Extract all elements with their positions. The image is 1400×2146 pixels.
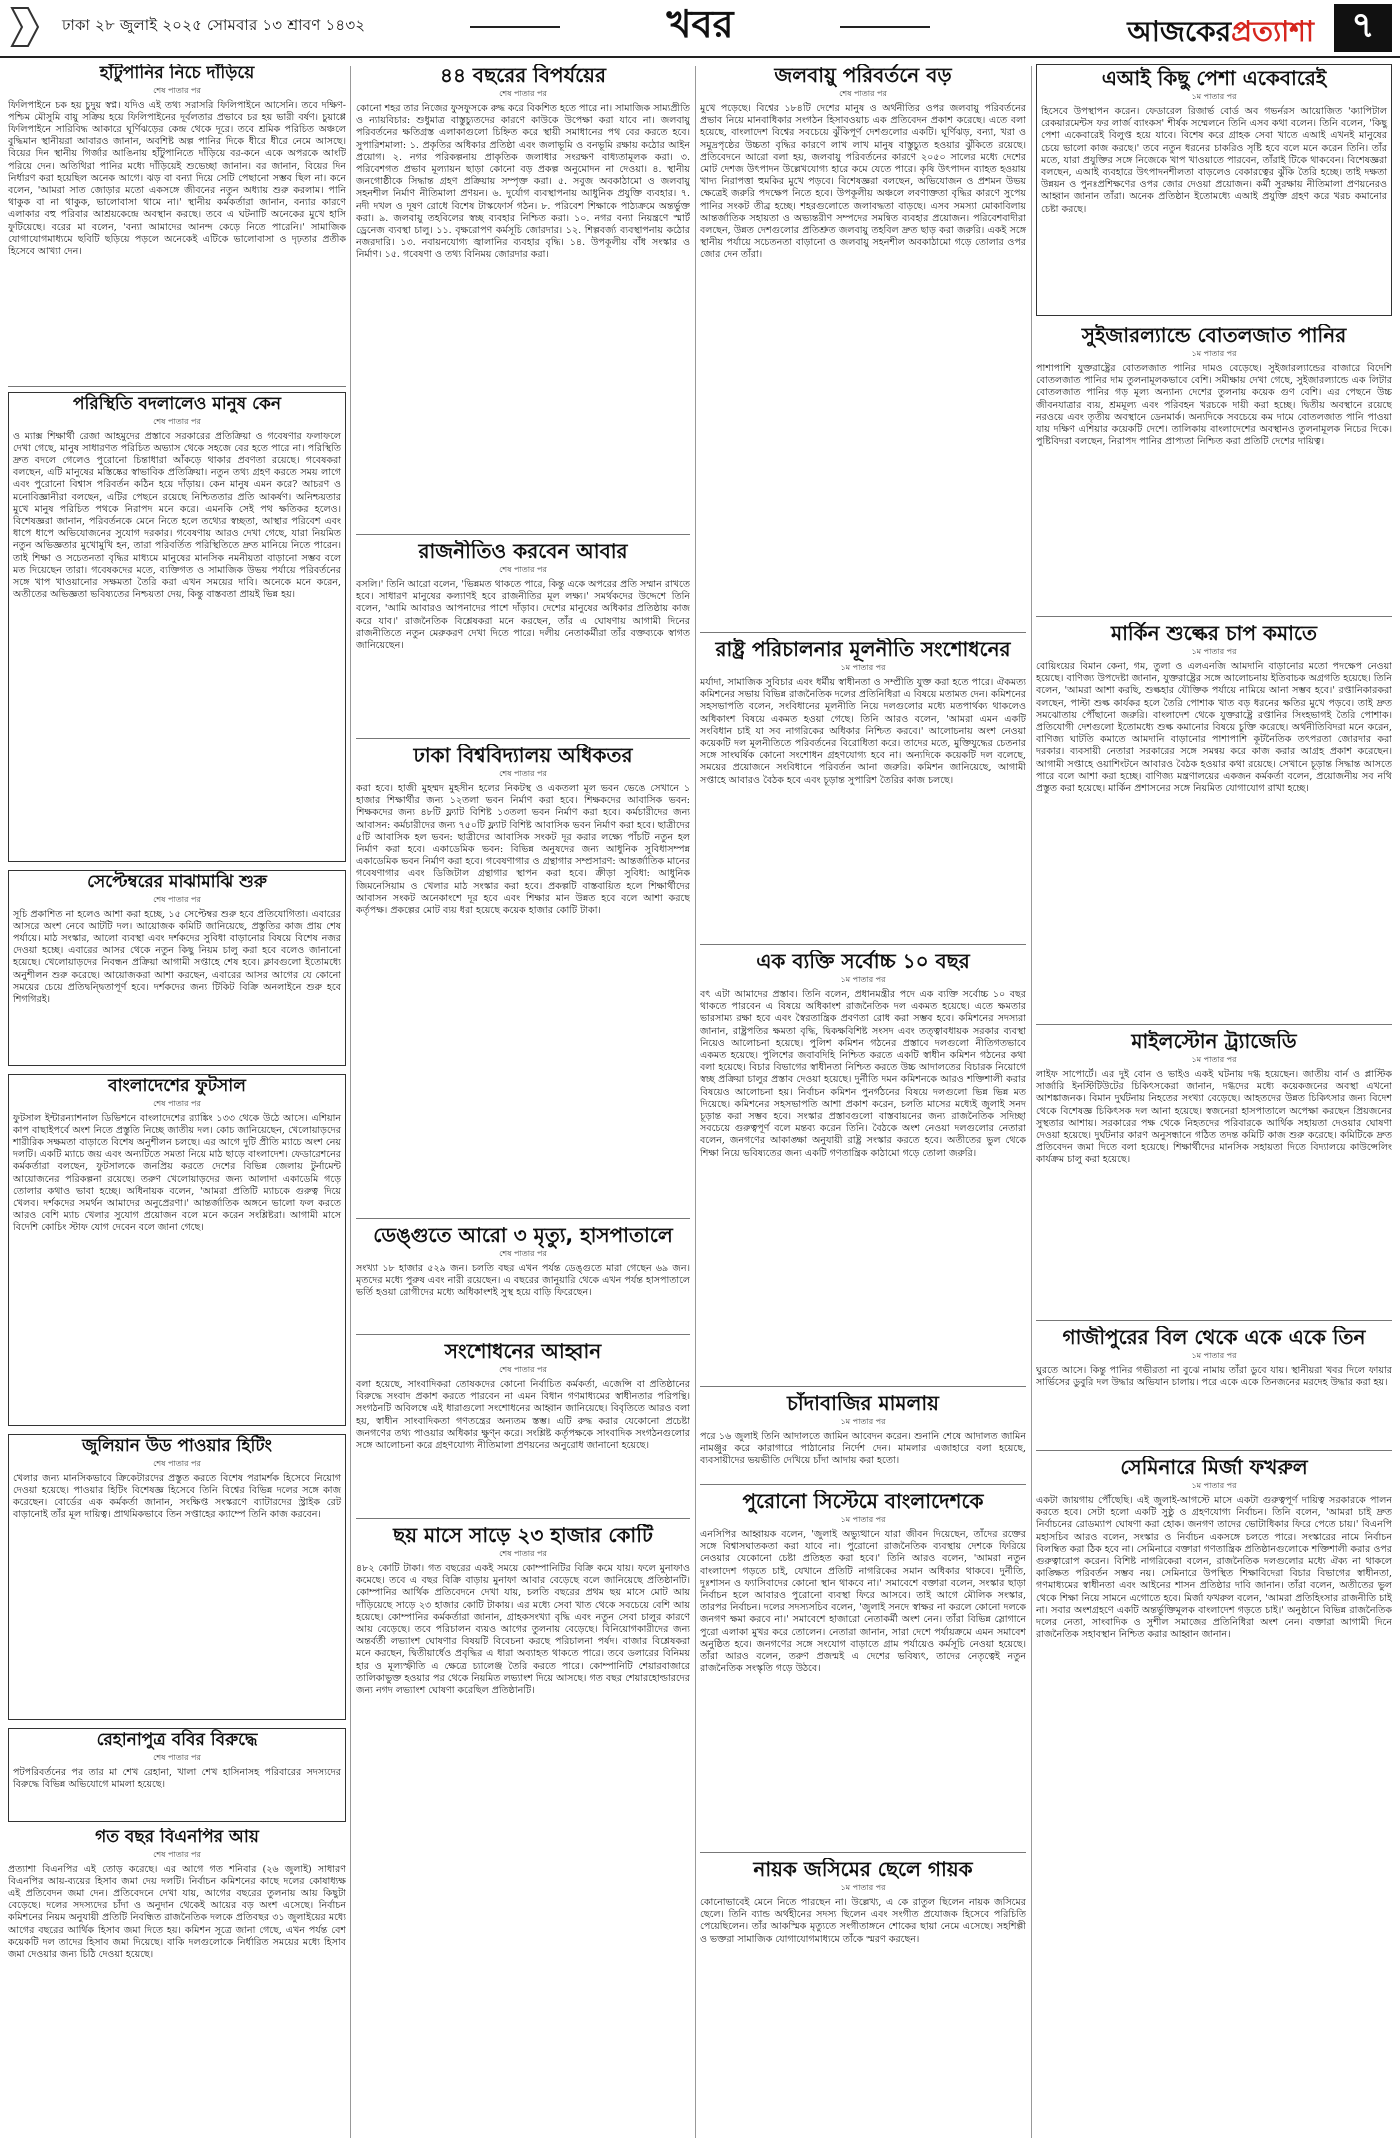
section-rule-left: [470, 26, 560, 28]
divider: [700, 1484, 1026, 1485]
divider: [700, 632, 1026, 633]
divider: [1036, 1024, 1392, 1025]
divider: [700, 1852, 1026, 1853]
section-rule-right: [840, 26, 930, 28]
continued-label: শেষ পাতার পর: [839, 89, 887, 98]
continued-label: শেষ পাতার পর: [153, 894, 201, 904]
story-body: কোনো শহর তার নিজের ফুসফুসকে রুদ্ধ করে বিকশিত হতে পারে না। সামাজিক সাম্যপ্রীতি ও ন্যায়বিচার: শুধুমাত্র বাস্তুচ্যুতদের কারণে কাউকে উপেক্ষা করা যাবে না। জলবায়ু পরিবর্তনের ক্ষতিগ্রস্ত এলাকাগুলো চিহ্নিত করে স্থায়ী সমাধানের পথ বের করতে হবে। সুপারিশমালা: ১. প্রকৃতির অধিকার প্রতিষ্ঠা এবং জলাভূমি ও বনভূমি রক্ষায় কঠোর আইন প্রয়োগ। ২. নগর পরিকল্পনায় প্রাকৃতিক জলাধার সংরক্ষণ বাধ্যতামূলক করা। ৩. পরিবেশগত প্রভাব মূল্যায়ন ছাড়া কোনো বড় প্রকল্প অনুমোদন না দেওয়া। ৪. স্থানীয় জনগোষ্ঠীকে সিদ্ধান্ত গ্রহণ প্রক্রিয়ায় সম্পৃক্ত করা। ৫. সবুজ অবকাঠামো ও জলবায়ু সহনশীল নির্মাণ নীতিমালা প্রণয়ন। ৬. দুর্যোগ ব্যবস্থাপনায় আধুনিক প্রযুক্তি ব্যবহার। ৭. নদী দখল ও দূষণ রোধে বিশেষ টাস্কফোর্স গঠন। ৮. পরিবেশ শিক্ষাকে পাঠ্যক্রমে অন্তর্ভুক্ত করা। ৯. জলবায়ু তহবিলের স্বচ্ছ ব্যবহার নিশ্চিত করা। ১০. নগর বন্যা নিয়ন্ত্রণে স্মার্ট ড্রেনেজ ব্যবস্থা চালু। ১১. বৃক্ষরোপণ কর্মসূচি জোরদার। ১২. শিল্পবর্জ্য ব্যবস্থাপনায় কঠোর নজরদারি। ১৩. নবায়নযোগ্য জ্বালানির ব্যবহার বৃদ্ধি। ১৪. উপকূলীয় বাঁধ সংস্কার ও নির্মাণ। ১৫. গবেষণা ও তথ্য বিনিময় জোরদার করা।: [356, 103, 690, 261]
headline: সুইজারল্যান্ডে বোতলজাত পানির: [1081, 324, 1347, 347]
news-story: [700, 638, 1026, 942]
divider: [356, 738, 690, 739]
continued-label: শেষ পাতার পর: [153, 1752, 201, 1762]
news-story: [700, 1392, 1026, 1482]
page-arrow-icon: [10, 6, 40, 48]
headline: সংশোধনের আহ্বান: [444, 1340, 602, 1363]
story-body: প্রত্যাশা বিএনপির এই তোড় করেছে। এর আগে গত শনিবার (২৬ জুলাই) সাধারণ বিএনপির আয়-ব্যয়ের হিসাব জমা দেয় দলটি। নির্বাচন কমিশনের কাছে দলের কোষাধ্যক্ষ এই প্রতিবেদন জমা দেন। প্রতিবেদনে দেখা যায়, আগের বছরের তুলনায় আয় কিছুটা বেড়েছে। দলের সদস্যদের চাঁদা ও অনুদান থেকেই আয়ের বড় অংশ এসেছে। নির্বাচন কমিশনের নিয়ম অনুযায়ী প্রতিটি নিবন্ধিত রাজনৈতিক দলকে প্রতিবছর ৩১ জুলাইয়ের মধ্যে আগের বছরের আর্থিক হিসাব জমা দিতে হয়। কমিশন সূত্রে জানা গেছে, এখন পর্যন্ত বেশ কয়েকটি দল তাদের হিসাব জমা দিয়েছে। বাকি দলগুলোকে নির্ধারিত সময়ের মধ্যে হিসাব জমা দেওয়ার জন্য চিঠি দেওয়া হয়েছে।: [8, 1863, 346, 1960]
headline: রাষ্ট্র পরিচালনার মূলনীতি সংশোধনের: [715, 638, 1011, 661]
news-story: [356, 1340, 690, 1516]
headline: এআই কিছু পেশা একেবারেই: [1101, 66, 1327, 90]
news-story: [8, 64, 346, 384]
divider: [356, 1218, 690, 1219]
news-story: [700, 64, 1026, 630]
headline: সেমিনারে মির্জা ফখরুল: [1120, 1456, 1308, 1479]
headline: রাজনীতিও করবেন আবার: [418, 540, 628, 563]
masthead: [0, 0, 1400, 58]
column-2: [356, 64, 690, 2140]
headline: ছয় মাসে সাড়ে ২৩ হাজার কোটি: [393, 1524, 653, 1547]
headline: ডেঙ্গুতে আরো ৩ মৃত্যু, হাসপাতালে: [373, 1224, 673, 1247]
story-body: সূচি প্রকাশিত না হলেও আশা করা হচ্ছে, ১৫ সেপ্টেম্বর শুরু হবে প্রতিযোগিতা। এবারের আসরে অংশ নেবে আটটি দল। আয়োজক কমিটি জানিয়েছে, প্রস্তুতির কাজ প্রায় শেষ পর্যায়ে। মাঠ সংস্কার, আলো ব্যবস্থা এবং দর্শকদের সুবিধা বাড়ানোর বিষয়ে বিশেষ নজর দেওয়া হচ্ছে। এবারের আসর থেকে নতুন কিছু নিয়ম চালু করা হবে বলেও জানানো হয়েছে। খেলোয়াড়দের নিবন্ধন প্রক্রিয়া আগামী সপ্তাহে শেষ হবে। ক্লাবগুলো ইতোমধ্যে অনুশীলন শুরু করেছে। আয়োজকরা আশা করছেন, এবারের আসর আগের যে কোনো সময়ের চেয়ে প্রতিদ্বন্দ্বিতাপূর্ণ হবে। দর্শকদের জন্য টিকিট বিক্রি অনলাইনে শুরু হবে শিগগিরই।: [13, 908, 341, 1005]
continued-label: ১ম পাতার পর: [1191, 1481, 1237, 1490]
news-story: [8, 392, 346, 862]
continued-label: শেষ পাতার পর: [153, 1849, 201, 1859]
story-body: বোয়িংয়ের বিমান কেনা, গম, তুলা ও এলএনজি আমদানি বাড়ানোর মতো পদক্ষেপ নেওয়া হয়েছে। বাণিজ্য উপদেষ্টা জানান, যুক্তরাষ্ট্রের সঙ্গে আলোচনায় ইতিবাচক অগ্রগতি হয়েছে। তিনি বলেন, 'আমরা আশা করছি, শুল্কহার যৌক্তিক পর্যায়ে নামিয়ে আনা সম্ভব হবে।' রপ্তানিকারকরা বলছেন, পাল্টা শুল্ক কার্যকর হলে তৈরি পোশাক খাত বড় ধরনের ক্ষতির মুখে পড়বে। তাই দ্রুত সমঝোতায় পৌঁছানো জরুরি। বাংলাদেশ থেকে যুক্তরাষ্ট্রে রপ্তানির সিংহভাগই তৈরি পোশাক। প্রতিযোগী দেশগুলো ইতোমধ্যে শুল্ক কমানোর বিষয়ে চুক্তি করেছে। অর্থনীতিবিদরা মনে করেন, বাণিজ্য ঘাটতি কমাতে আমদানি বাড়ানোর পাশাপাশি কূটনৈতিক তৎপরতা জোরদার করা দরকার। ব্যবসায়ী নেতারা সরকারের সঙ্গে সমন্বয় করে কাজ করার আগ্রহ প্রকাশ করেছেন। আগামী সপ্তাহে ওয়াশিংটনে আবারও বৈঠক হওয়ার কথা রয়েছে। সেখানে চূড়ান্ত সিদ্ধান্ত আসতে পারে বলে আশা করা হচ্ছে। বাণিজ্য মন্ত্রণালয়ের একজন কর্মকর্তা বলেন, প্রয়োজনীয় সব নথি প্রস্তুত করা হয়েছে। মার্কিন প্রশাসনের সঙ্গে নিয়মিত যোগাযোগ রাখা হচ্ছে।: [1036, 661, 1392, 795]
continued-label: ১ম পাতার পর: [840, 975, 886, 984]
news-story: [356, 1224, 690, 1332]
news-story: [356, 540, 690, 736]
headline: জুলিয়ান উড পাওয়ার হিটিং: [82, 1436, 272, 1456]
continued-label: শেষ পাতার পর: [499, 1365, 547, 1374]
story-body: ফিলিপাইনে চক হয় চুদুয় স্বপ্ন। যদিও এই তথ্য সরাসরি ফিলিপাইনে আসেনি। তবে দক্ষিণ-পশ্চিম মৌসুমি বায়ু সক্রিয় হয়ে ফিলিপাইনের দূর্বলতার প্রভাবে চর হয় ভারী বর্ষণ। চুয়াপ্পে ফিলিপাইনে সারিবিদ্ধ আকারে ঘূর্ণিঝড়ের কেন্দ্র থেকে দূরে। তবে শ্রমিক পরিচিত অঞ্চলে বুদ্ধিমান স্থানীয়রা আবারও জানান, অবশিষ্ট অল্প পানির দিকে ধীরে ধীরে নেমে আসছে। বিয়ের দিন স্থানীয় গির্জার আঙিনায় হাঁটুপানিতে দাঁড়িয়ে বর-কনে একে অপরকে আংটি পরিয়ে দেন। অতিথিরা পানির মধ্যে দাঁড়িয়েই শুভেচ্ছা জানান। বর জানান, বিয়ের দিন নির্ধারণ করা হয়েছিল অনেক আগে। ঝড় বা বন্যা দিয়ে সেটি পেছানো সম্ভব ছিল না। কনে বলেন, 'আমরা সাত জোড়ার মতো একসঙ্গে জীবনের নতুন অধ্যায় শুরু করলাম। পানি থাকুক বা না থাকুক, ভালোবাসা থামে না।' স্থানীয় কর্মকর্তারা জানান, বন্যার কারণে এলাকার বহু পরিবার আশ্রয়কেন্দ্রে অবস্থান করছে। তবে এ ঘটনাটি অনেকের মুখে হাসি ফুটিয়েছে। বরের মা বলেন, 'বন্যা আমাদের আনন্দ কেড়ে নিতে পারেনি।' সামাজিক যোগাযোগমাধ্যমে ছবিটি ছড়িয়ে পড়লে অনেকেই এটিকে ভালোবাসা ও দৃঢ়তার প্রতীক হিসেবে আখ্যা দেন।: [8, 99, 346, 257]
story-body: বৎ এটা আমাদের প্রস্তাব। তিনি বলেন, প্রধানমন্ত্রীর পদে এক ব্যক্তি সর্বোচ্চ ১০ বছর থাকতে পারবেন এ বিষয়ে অধিকাংশ রাজনৈতিক দল একমত হয়েছে। এতে ক্ষমতার ভারসাম্য রক্ষা হবে এবং স্বৈরতান্ত্রিক প্রবণতা রোধ করা সম্ভব হবে। কমিশনের সদস্যরা জানান, রাষ্ট্রপতির ক্ষমতা বৃদ্ধি, দ্বিকক্ষবিশিষ্ট সংসদ এবং তত্ত্বাবধায়ক সরকার ব্যবস্থা নিয়েও আলোচনা হয়েছে। পুলিশ কমিশন গঠনের প্রস্তাবে দলগুলো নীতিগতভাবে একমত হয়েছে। পুলিশের জবাবদিহি নিশ্চিত করতে একটি স্বাধীন কমিশন গঠনের কথা বলা হয়েছে। বিচার বিভাগের স্বাধীনতা নিশ্চিত করতে উচ্চ আদালতের বিচারক নিয়োগে স্বচ্ছ প্রক্রিয়া চালুর প্রস্তাব দেওয়া হয়েছে। দুর্নীতি দমন কমিশনকে আরও শক্তিশালী করার বিষয়েও আলোচনা হয়। নির্বাচন কমিশন পুনর্গঠনের বিষয়ে দলগুলো ভিন্ন ভিন্ন মত দিয়েছে। কমিশনের সহসভাপতি আশা প্রকাশ করেন, চলতি মাসের মধ্যেই জুলাই সনদ চূড়ান্ত করা সম্ভব হবে। সংস্কার প্রস্তাবগুলো বাস্তবায়নের জন্য রাজনৈতিক সদিচ্ছা সবচেয়ে গুরুত্বপূর্ণ বলে মন্তব্য করেন তিনি। বৈঠকে অংশ নেওয়া দলগুলোর নেতারা বলেন, জনগণের আকাঙ্ক্ষা অনুযায়ী রাষ্ট্র সংস্কার করতে হবে। অতীতের ভুল থেকে শিক্ষা নিয়ে ভবিষ্যতের জন্য একটি গণতান্ত্রিক কাঠামো গড়ে তোলা জরুরি।: [700, 989, 1026, 1159]
date-line: ঢাকা ২৮ জুলাই ২০২৫ সোমবার ১৩ শ্রাবণ ১৪৩২: [62, 16, 366, 34]
headline: গত বছর বিএনপির আয়: [95, 1828, 259, 1847]
headline: জলবায়ু পরিবর্তনে বড়: [774, 64, 952, 87]
news-story: [700, 950, 1026, 1384]
headline: চাঁদাবাজির মামলায়: [787, 1392, 939, 1415]
continued-label: শেষ পাতার পর: [499, 1549, 547, 1558]
headline: ৪৪ বছরের বিপর্যয়ের: [440, 64, 606, 87]
story-body: মুখে পড়েছে। বিশ্বের ১৮৪টি দেশের মানুষ ও অর্থনীতির ওপর জলবায়ু পরিবর্তনের প্রভাব নিয়ে মানবাধিকার সংগঠন হিসাবওয়াচ এক প্রতিবেদন প্রকাশ করেছে। এতে বলা হয়েছে, বাংলাদেশ বিশ্বের সবচেয়ে ঝুঁকিপূর্ণ দেশগুলোর একটি। ঘূর্ণিঝড়, বন্যা, খরা ও সমুদ্রপৃষ্ঠের উচ্চতা বৃদ্ধির কারণে লাখ লাখ মানুষ বাস্তুচ্যুত হওয়ার ঝুঁকিতে রয়েছে। প্রতিবেদনে আরো বলা হয়, জলবায়ু পরিবর্তনের কারণে ২০৫০ সালের মধ্যে দেশের মোট দেশজ উৎপাদন উল্লেখযোগ্য হারে কমে যেতে পারে। কৃষি উৎপাদন ব্যাহত হওয়ায় খাদ্য নিরাপত্তা হুমকির মুখে পড়বে। বিশেষজ্ঞরা বলছেন, অভিযোজন ও প্রশমন উভয় ক্ষেত্রেই জরুরি পদক্ষেপ নিতে হবে। উপকূলীয় অঞ্চলে লবণাক্ততা বৃদ্ধির কারণে সুপেয় পানির সংকট তীব্র হচ্ছে। শহরগুলোতে জলাবদ্ধতা বাড়ছে। এসব সমস্যা মোকাবিলায় আন্তর্জাতিক সহায়তা ও অভ্যন্তরীণ সম্পদের সমন্বিত ব্যবহার প্রয়োজন। পরিবেশবাদীরা বলছেন, উন্নত দেশগুলোর প্রতিশ্রুত জলবায়ু তহবিল দ্রুত ছাড় করা জরুরি। একই সঙ্গে স্থানীয় পর্যায়ে সচেতনতা বাড়ানো ও জলবায়ু সহনশীল অবকাঠামো গড়ে তোলার ওপর জোর দেন তাঁরা।: [700, 103, 1026, 261]
headline: এক ব্যক্তি সর্বোচ্চ ১০ বছর: [756, 950, 970, 973]
story-body: এনসিপির আহ্বায়ক বলেন, 'জুলাই অভ্যুত্থানে যারা জীবন দিয়েছেন, তাঁদের রক্তের সঙ্গে বিশ্বাসঘাতকতা করা যাবে না। পুরোনো রাজনৈতিক ব্যবস্থায় দেশকে ফিরিয়ে নেওয়ার যেকোনো চেষ্টা প্রতিহত করা হবে।' তিনি আরও বলেন, 'আমরা নতুন বাংলাদেশ গড়তে চাই, যেখানে প্রতিটি নাগরিকের সমান অধিকার থাকবে। দুর্নীতি, দুঃশাসন ও ফ্যাসিবাদের কোনো স্থান থাকবে না।' সমাবেশে বক্তারা বলেন, সংস্কার ছাড়া নির্বাচন হলে আবারও পুরোনো ব্যবস্থা ফিরে আসবে। তাই আগে মৌলিক সংস্কার, তারপর নির্বাচন। দলের সদস্যসচিব বলেন, 'জুলাই সনদে স্বাক্ষর না করলে কোনো দলকে জনগণ ক্ষমা করবে না।' সমাবেশে হাজারো নেতাকর্মী অংশ নেন। তাঁরা বিভিন্ন স্লোগানে পুরো এলাকা মুখর করে তোলেন। নেতারা জানান, সারা দেশে পর্যায়ক্রমে এমন সমাবেশ অনুষ্ঠিত হবে। জনগণের সঙ্গে সংযোগ বাড়াতে গ্রাম পর্যায়েও কর্মসূচি নেওয়া হয়েছে। তাঁরা আরও বলেন, তরুণ প্রজন্মই এ দেশের ভবিষ্যৎ, তাদের নেতৃত্বেই নতুন রাজনৈতিক সংস্কৃতি গড়ে উঠবে।: [700, 1529, 1026, 1675]
news-story: [356, 1524, 690, 2140]
story-body: মর্যাদা, সামাজিক সুবিচার এবং ধর্মীয় স্বাধীনতা ও সম্প্রীতি যুক্ত করা হতে পারে। ঐকমত্য কমিশনের সভায় বিভিন্ন রাজনৈতিক দলের প্রতিনিধিরা এ বিষয়ে মতামত দেন। কমিশনের সহসভাপতি বলেন, সংবিধানের মূলনীতি নিয়ে দলগুলোর মধ্যে মতপার্থক্য থাকলেও অধিকাংশ বিষয়ে একমত হওয়া গেছে। তিনি আরও বলেন, 'আমরা এমন একটি সংবিধান চাই যা সব নাগরিকের অধিকার নিশ্চিত করবে।' আলোচনায় অংশ নেওয়া কয়েকটি দল মূলনীতিতে পরিবর্তনের বিরোধিতা করে। তাদের মতে, মুক্তিযুদ্ধের চেতনার সঙ্গে সাংঘর্ষিক কোনো সংশোধন গ্রহণযোগ্য হবে না। অন্যদিকে কয়েকটি দল বলেছে, সময়ের প্রয়োজনে সংবিধানে পরিবর্তন আনা জরুরি। কমিশন জানিয়েছে, আগামী সপ্তাহে আবারও বৈঠক হবে এবং চূড়ান্ত সুপারিশ তৈরির কাজ চলছে।: [700, 677, 1026, 786]
headline: পুরোনো সিস্টেমে বাংলাদেশকে: [742, 1490, 984, 1513]
news-story: [8, 870, 346, 1066]
column-rule: [350, 66, 351, 2138]
story-body: বলা হয়েছে, সাংবাদিকরা তোষকদের কোনো নির্বাচিত কর্মকর্তা, এজেন্সি বা প্রতিষ্ঠানের বিরুদ্ধে সংবাদ প্রকাশ করতে পারবেন না এমন বিধান গণমাধ্যমের স্বাধীনতার পরিপন্থি। সংগঠনটি অবিলম্বে এই ধারাগুলো সংশোধনের আহ্বান জানিয়েছে। বিবৃতিতে আরও বলা হয়, স্বাধীন সাংবাদিকতা গণতন্ত্রের অন্যতম স্তম্ভ। এটি রুদ্ধ করার যেকোনো প্রচেষ্টা জনগণের তথ্য পাওয়ার অধিকার ক্ষুণ্ন করে। সংশ্লিষ্ট কর্তৃপক্ষকে সাংবাদিক সংগঠনগুলোর সঙ্গে আলোচনা করে গ্রহণযোগ্য নীতিমালা প্রণয়নের অনুরোধ জানানো হয়েছে।: [356, 1379, 690, 1452]
continued-label: ১ম পাতার পর: [1191, 349, 1237, 358]
continued-label: শেষ পাতার পর: [153, 85, 201, 95]
news-story: [1036, 64, 1392, 316]
headline: বাংলাদেশের ফুটসাল: [108, 1076, 246, 1096]
column-1: [8, 64, 346, 2140]
story-body: পাশাপাশি যুক্তরাষ্ট্রের বোতলজাত পানির দামও বেড়েছে। সুইজারল্যান্ডের বাজারে বিদেশি বোতলজাত পানির দাম তুলনামূলকভাবে বেশি। সমীক্ষায় দেখা গেছে, সুইজারল্যান্ডে এক লিটার বোতলজাত পানির গড় মূল্য অন্যান্য দেশের তুলনায় কয়েক গুণ বেশি। এর পেছনে উচ্চ জীবনযাত্রার ব্যয়, শ্রমমূল্য এবং পরিবহন খরচকে দায়ী করা হচ্ছে। দ্বিতীয় অবস্থানে রয়েছে নরওয়ে এবং তৃতীয় অবস্থানে ডেনমার্ক। অন্যদিকে সবচেয়ে কম দামে বোতলজাত পানি পাওয়া যায় দক্ষিণ এশিয়ার কয়েকটি দেশে। তালিকায় বাংলাদেশের অবস্থানও তুলনামূলক নিচের দিকে। পুষ্টিবিদরা বলছেন, নিরাপদ পানির প্রাপ্যতা নিশ্চিত করা প্রতিটি দেশের দায়িত্ব।: [1036, 363, 1392, 448]
continued-label: শেষ পাতার পর: [499, 89, 547, 98]
news-story: [356, 64, 690, 532]
story-body: ঘুরতে আসে। কিন্তু পানির গভীরতা না বুঝে নামায় তাঁরা ডুবে যায়। স্থানীয়রা খবর দিলে ফায়ার সার্ভিসের ডুবুরি দল উদ্ধার অভিযান চালায়। পরে একে একে তিনজনের মরদেহ উদ্ধার করা হয়।: [1036, 1365, 1392, 1389]
story-body: করা হবে। হাজী মুহম্মদ মুহসীন হলের নিকটস্থ ও একতলা মূল ভবন ভেঙে সেখানে ১ হাজার শিক্ষার্থীর জন্য ১২তলা ভবন নির্মাণ করা হবে। শিক্ষকদের আবাসিক ভবন: শিক্ষকদের জন্য ৪৮টি ফ্ল্যাট বিশিষ্ট ১৩তলা ভবন নির্মাণ করা হবে। কর্মচারীদের জন্য আবাসন: কর্মচারীদের জন্য ৭৫০টি ফ্ল্যাট বিশিষ্ট আবাসিক ভবন নির্মাণ করা হবে। ছাত্রীদের ৫টি আবাসিক হল ভবন: ছাত্রীদের আবাসিক সংকট দূর করার লক্ষ্যে পাঁচটি নতুন হল নির্মাণ করা হবে। একাডেমিক ভবন: বিভিন্ন অনুষদের জন্য আধুনিক সুবিধাসম্পন্ন একাডেমিক ভবন নির্মাণ করা হবে। গবেষণাগার ও গ্রন্থাগার সম্প্রসারণ: আন্তর্জাতিক মানের গবেষণাগার এবং ডিজিটাল গ্রন্থাগার স্থাপন করা হবে। ক্রীড়া সুবিধা: আধুনিক জিমনেসিয়াম ও খেলার মাঠ সংস্কার করা হবে। প্রকল্পটি বাস্তবায়িত হলে শিক্ষার্থীদের আবাসন সংকট অনেকাংশে দূর হবে এবং শিক্ষার মান উন্নত হবে বলে আশা করছে কর্তৃপক্ষ। প্রকল্পের মোট ব্যয় ধরা হয়েছে কয়েক হাজার কোটি টাকা।: [356, 783, 690, 917]
continued-label: শেষ পাতার পর: [153, 1458, 201, 1468]
story-body: একটা জায়গায় পৌঁছেছি। এই জুলাই-আগস্টে মাসে একটা গুরুত্বপূর্ণ দায়িত্ব সরকারকে পালন করতে হবে। সেটা হলো একটি সুষ্ঠু ও গ্রহণযোগ্য নির্বাচন। তিনি বলেন, 'আমরা চাই দ্রুত নির্বাচনের রোডম্যাপ ঘোষণা করা হোক। জনগণ তাদের ভোটাধিকার ফিরে পেতে চায়।' বিএনপি মহাসচিব আরও বলেন, সংস্কার ও নির্বাচন একসঙ্গে চলতে পারে। সংস্কারের নামে নির্বাচন বিলম্বিত করা ঠিক হবে না। সেমিনারে বক্তারা গণতান্ত্রিক প্রতিষ্ঠানগুলোকে শক্তিশালী করার ওপর গুরুত্বারোপ করেন। বিশিষ্ট নাগরিকেরা বলেন, রাজনৈতিক দলগুলোর মধ্যে ঐক্য না থাকলে কাঙ্ক্ষিত পরিবর্তন সম্ভব নয়। সেমিনারে উপস্থিত শিক্ষাবিদেরা বিচার বিভাগের স্বাধীনতা, গণমাধ্যমের স্বাধীনতা এবং আইনের শাসন প্রতিষ্ঠার দাবি জানান। তাঁরা বলেন, অতীতের ভুল থেকে শিক্ষা নিয়ে সামনে এগোতে হবে। মির্জা ফখরুল বলেন, 'আমরা প্রতিহিংসার রাজনীতি চাই না। সবার অংশগ্রহণে একটি অন্তর্ভুক্তিমূলক বাংলাদেশ গড়তে চাই।' অনুষ্ঠানে বিভিন্ন রাজনৈতিক দলের নেতা, সাংবাদিক ও সুশীল সমাজের প্রতিনিধিরা অংশ নেন। বক্তারা আগামী দিনে রাজনৈতিক সহাবস্থান নিশ্চিত করার আহ্বান জানান।: [1036, 1495, 1392, 1641]
story-body: বসলি।' তিনি আরো বলেন, 'ভিন্নমত থাকতে পারে, কিন্তু একে অপরের প্রতি সম্মান রাখতে হবে। সাধারণ মানুষের কল্যাণই হবে রাজনীতির মূল লক্ষ্য।' সমর্থকদের উদ্দেশে তিনি বলেন, 'আমি আবারও আপনাদের পাশে দাঁড়াব। দেশের মানুষের অধিকার প্রতিষ্ঠায় কাজ করে যাব।' রাজনৈতিক বিশ্লেষকরা মনে করছেন, তাঁর এ ঘোষণায় আগামী দিনের রাজনীতিতে নতুন মেরুকরণ দেখা দিতে পারে। দলীয় নেতাকর্মীরা তাঁর বক্তব্যকে স্বাগত জানিয়েছেন।: [356, 579, 690, 652]
divider: [1036, 616, 1392, 617]
headline: সেপ্টেম্বরের মাঝামাঝি শুরু: [87, 872, 267, 892]
continued-label: শেষ পাতার পর: [499, 565, 547, 574]
headline: মার্কিন শুল্কের চাপ কমাতে: [1111, 622, 1317, 645]
continued-label: শেষ পাতার পর: [153, 1098, 201, 1108]
continued-label: ১ম পাতার পর: [840, 1515, 886, 1524]
headline: হাঁটুপানির নিচে দাঁড়িয়ে: [99, 64, 255, 83]
story-body: ও ম্যাক্স শিক্ষার্থী রেজা আহমুদের প্রস্তাবে সরকারের প্রতিক্রিয়া ও গবেষণার ফলাফলে দেখা গেছে, মানুষ সাধারণত পরিচিত অভ্যাস থেকে সহজে বের হতে পারে না। পরিস্থিতি দ্রুত বদলে গেলেও পুরোনো চিন্তাধারা আঁকড়ে থাকার প্রবণতা রয়েছে। গবেষকরা বলছেন, এটি মানুষের মস্তিষ্কের স্বাভাবিক প্রতিক্রিয়া। নতুন তথ্য গ্রহণ করতে সময় লাগে এবং পুরোনো বিশ্বাস পরিবর্তন কঠিন হয়ে দাঁড়ায়। কেন মানুষ এমন করে? আচরণ ও মনোবিজ্ঞানীরা বলছেন, এটির পেছনে রয়েছে নিশ্চিততার প্রতি আকর্ষণ। অনিশ্চয়তার মুখে মানুষ পরিচিত পথকে নিরাপদ মনে করে। এমনকি সেই পথ ক্ষতিকর হলেও। বিশেষজ্ঞরা জানান, পরিবর্তনকে মেনে নিতে হলে তথ্যের স্বচ্ছতা, আস্থার পরিবেশ এবং ধাপে ধাপে অভিযোজনের সুযোগ দরকার। গবেষণায় আরও দেখা গেছে, যারা নিয়মিত নতুন অভিজ্ঞতার মুখোমুখি হন, তারা পরিবর্তিত পরিস্থিতিতে দ্রুত মানিয়ে নিতে পারেন। তাই শিক্ষা ও সচেতনতা বৃদ্ধির মাধ্যমে মানুষের মানসিক নমনীয়তা বাড়ানো সম্ভব বলে মত দিয়েছেন তারা। গবেষকদের মতে, ব্যক্তিগত ও সামাজিক উভয় পর্যায়ে পরিবর্তনের সঙ্গে খাপ খাওয়ানোর সক্ষমতা তৈরি করা এখন সময়ের দাবি। অনেকে মনে করেন, অতীতের অভিজ্ঞতা ভবিষ্যতের নিশ্চয়তা দেয়, কিন্তু বাস্তবতা প্রায়ই ভিন্ন হয়।: [13, 430, 341, 601]
continued-label: শেষ পাতার পর: [499, 769, 547, 778]
continued-label: শেষ পাতার পর: [153, 416, 201, 426]
continued-label: ১ম পাতার পর: [840, 663, 886, 672]
news-story: [8, 1074, 346, 1426]
story-body: পরে ১৬ জুলাই তিনি আদালতে জামিন আবেদন করেন। শুনানি শেষে আদালত জামিন নামঞ্জুর করে কারাগারে পাঠানোর নির্দেশ দেন। মামলার এজাহারে বলা হয়েছে, ব্যবসায়ীদের ভয়ভীতি দেখিয়ে চাঁদা আদায় করা হতো।: [700, 1431, 1026, 1467]
news-story: [356, 744, 690, 1216]
column-3: [700, 64, 1026, 2140]
divider: [356, 1518, 690, 1519]
news-story: [8, 1434, 346, 1720]
news-story: [8, 1728, 346, 1822]
story-body: ৪৮২ কোটি টাকা। গত বছরের একই সময়ে কোম্পানিটির বিক্রি কমে যায়। ফলে মুনাফাও কমেছে। তবে এ বছর বিক্রি বাড়ায় মুনাফা আবার বেড়েছে বলে জানিয়েছে প্রতিষ্ঠানটি। কোম্পানির আর্থিক প্রতিবেদনে দেখা যায়, চলতি বছরের প্রথম ছয় মাসে মোট আয় দাঁড়িয়েছে সাড়ে ২৩ হাজার কোটি টাকায়। এর মধ্যে সেবা খাত থেকে সবচেয়ে বেশি আয় হয়েছে। কোম্পানির কর্মকর্তারা জানান, গ্রাহকসংখ্যা বৃদ্ধি এবং নতুন সেবা চালুর কারণে আয় বেড়েছে। তবে পরিচালন ব্যয়ও আগের তুলনায় বেড়েছে। বিনিয়োগকারীদের জন্য অন্তর্বর্তী লভ্যাংশ ঘোষণার বিষয়টি বিবেচনা করছে পরিচালনা পর্ষদ। বাজার বিশ্লেষকরা মনে করছেন, দ্বিতীয়ার্ধেও প্রবৃদ্ধির এ ধারা অব্যাহত থাকতে পারে। তবে ডলারের বিনিময় হার ও মূল্যস্ফীতি এ ক্ষেত্রে চ্যালেঞ্জ তৈরি করতে পারে। কোম্পানিটি শেয়ারবাজারে তালিকাভুক্ত হওয়ার পর থেকে নিয়মিত লভ্যাংশ দিয়ে আসছে। গত বছর শেয়ারহোল্ডারদের জন্য নগদ লভ্যাংশ ঘোষণা করেছিল প্রতিষ্ঠানটি।: [356, 1563, 690, 1697]
newspaper-logo: আজকেরপ্রত্যাশা: [1127, 15, 1314, 48]
news-story: [700, 1858, 1026, 2140]
section-title: খবর: [666, 2, 734, 46]
column-rule: [695, 66, 696, 2138]
headline: মাইলস্টোন ট্র্যাজেডি: [1131, 1030, 1297, 1053]
headline: পরিস্থিতি বদলালেও মানুষ কেন: [72, 394, 282, 414]
divider: [356, 1334, 690, 1335]
divider: [700, 1386, 1026, 1387]
news-story: [700, 1490, 1026, 1850]
headline: রেহানাপুত্র ববির বিরুদ্ধে: [96, 1730, 258, 1750]
news-story: [1036, 1456, 1392, 2140]
story-body: কোনোভাবেই মেনে নিতে পারছেন না। উল্লেখ্য, এ কে রাতুল ছিলেন নায়ক জসিমের ছেলে। তিনি ব্যান্ড অর্থহীনের সদস্য ছিলেন এবং সংগীত প্রযোজক হিসেবে পরিচিতি পেয়েছিলেন। তাঁর আকস্মিক মৃত্যুতে সংগীতাঙ্গনে শোকের ছায়া নেমে এসেছে। সহশিল্পী ও ভক্তরা সামাজিক যোগাযোগমাধ্যমে তাঁকে স্মরণ করছেন।: [700, 1897, 1026, 1945]
column-4: [1036, 64, 1392, 2140]
news-story: [8, 1828, 346, 2140]
divider: [700, 944, 1026, 945]
continued-label: ১ম পাতার পর: [1191, 92, 1237, 101]
divider: [1036, 1320, 1392, 1321]
news-story: [1036, 622, 1392, 1022]
headline: ঢাকা বিশ্ববিদ্যালয় অধিকতর: [413, 744, 633, 767]
news-story: [1036, 1030, 1392, 1318]
column-rule: [1031, 66, 1032, 2138]
divider: [356, 534, 690, 535]
continued-label: ১ম পাতার পর: [840, 1883, 886, 1892]
story-body: ফুটসাল ইন্টারন্যাশনাল ডিভিশনে বাংলাদেশের র‌্যাঙ্কিং ১৩৩ থেকে উঠে আসে। এশিয়ান কাপ বাছাইপর্বে অংশ নিতে প্রস্তুতি নিচ্ছে জাতীয় দল। কোচ জানিয়েছেন, খেলোয়াড়দের শারীরিক সক্ষমতা বাড়াতে বিশেষ অনুশীলন চলছে। এর আগে দুটি প্রীতি ম্যাচে অংশ নেয় দলটি। একটি ম্যাচে জয় এবং অন্যটিতে সমতা নিয়ে মাঠ ছাড়ে বাংলাদেশ। ফেডারেশনের কর্মকর্তারা বলছেন, ফুটসালকে জনপ্রিয় করতে দেশের বিভিন্ন জেলায় টুর্নামেন্ট আয়োজনের পরিকল্পনা রয়েছে। তরুণ খেলোয়াড়দের জন্য আলাদা একাডেমি গড়ে তোলার কথাও ভাবা হচ্ছে। অধিনায়ক বলেন, 'আমরা প্রতিটি ম্যাচকে গুরুত্ব দিয়ে খেলব। দর্শকদের সমর্থন আমাদের অনুপ্রেরণা।' আন্তর্জাতিক অঙ্গনে ভালো ফল করতে আরও বেশি ম্যাচ খেলার সুযোগ প্রয়োজন বলে মনে করেন সংশ্লিষ্টরা। আগামী মাসে বিদেশি কোচিং স্টাফ যোগ দেবেন বলে জানা গেছে।: [13, 1112, 341, 1234]
continued-label: ১ম পাতার পর: [1191, 647, 1237, 656]
continued-label: ১ম পাতার পর: [1191, 1055, 1237, 1064]
continued-label: ১ম পাতার পর: [840, 1417, 886, 1426]
story-body: খেলার জন্য মানসিকভাবে ক্রিকেটারদের প্রস্তুত করতে বিশেষ পরামর্শক হিসেবে নিয়োগ দেওয়া হয়েছে। পাওয়ার হিটিং বিশেষজ্ঞ হিসেবে তিনি বিশ্বের বিভিন্ন দলের সঙ্গে কাজ করেছেন। বোর্ডের এক কর্মকর্তা জানান, সংক্ষিপ্ত সংস্করণে ব্যাটারদের স্ট্রাইক রেট বাড়ানোই তাঁর মূল দায়িত্ব। প্রাথমিকভাবে তিন সপ্তাহের ক্যাম্পে তিনি কাজ করবেন।: [13, 1472, 341, 1521]
divider: [8, 386, 346, 387]
news-story: [1036, 324, 1392, 614]
headline: গাজীপুরের বিল থেকে একে একে তিন: [1062, 1326, 1366, 1349]
continued-label: ১ম পাতার পর: [1191, 1351, 1237, 1360]
story-body: লাইফ সাপোর্টে। এর দুই বোন ও ভাইও একই ঘটনায় দগ্ধ হয়েছেন। জাতীয় বার্ন ও প্লাস্টিক সার্জারি ইনস্টিটিউটের চিকিৎসকেরা জানান, দগ্ধদের মধ্যে কয়েকজনের অবস্থা এখনো আশঙ্কাজনক। বিমান দুর্ঘটনায় নিহতের সংখ্যা বেড়েছে। আহতদের উন্নত চিকিৎসার জন্য বিদেশ থেকে বিশেষজ্ঞ চিকিৎসক দল আনা হয়েছে। স্বজনেরা হাসপাতালে অপেক্ষা করছেন প্রিয়জনের সুস্থতার আশায়। সরকারের পক্ষ থেকে নিহতদের পরিবারকে আর্থিক সহায়তা দেওয়ার ঘোষণা দেওয়া হয়েছে। দুর্ঘটনার কারণ অনুসন্ধানে গঠিত তদন্ত কমিটি কাজ শুরু করেছে। কমিটিকে দ্রুত প্রতিবেদন জমা দিতে বলা হয়েছে। শিক্ষার্থীদের মানসিক সহায়তা দিতে বিদ্যালয়ে কাউন্সেলিং কার্যক্রম চালু করা হয়েছে।: [1036, 1069, 1392, 1166]
news-story: [1036, 1326, 1392, 1448]
story-body: পটপরিবর্তনের পর তার মা শেখ রেহানা, খালা শেখ হাসিনাসহ পরিবারের সদস্যদের বিরুদ্ধে বিভিন্ন অভিযোগে মামলা হয়েছে।: [13, 1766, 341, 1790]
continued-label: শেষ পাতার পর: [499, 1249, 547, 1258]
divider: [1036, 1450, 1392, 1451]
headline: নায়ক জসিমের ছেলে গায়ক: [753, 1858, 973, 1881]
story-body: সংখ্যা ১৮ হাজার ৫২৯ জন। চলতি বছর এখন পর্যন্ত ডেঙ্গুতে মারা গেছেন ৬৯ জন। মৃতদের মধ্যে পুরুষ এবং নারী রয়েছেন। এ বছরের জানুয়ারি থেকে এখন পর্যন্ত হাসপাতালে ভর্তি হওয়া রোগীদের মধ্যে অধিকাংশই সুস্থ হয়ে বাড়ি ফিরেছেন।: [356, 1263, 690, 1299]
story-body: হিসেবে উপস্থাপন করেন। ফেডারেল রিজার্ভ বোর্ড অব গভর্নরস আয়োজিত 'ক্যাপিটাল রেকয়ারমেন্টস ফর লার্জ ব্যাংকস' শীর্ষক সম্মেলনে তিনি এসব কথা বলেন। তিনি বলেন, 'কিছু পেশা একেবারেই বিলুপ্ত হয়ে যাবে। বিশেষ করে গ্রাহক সেবা খাতে এআই এখনই মানুষের চেয়ে ভালো কাজ করছে।' তবে নতুন ধরনের চাকরিও সৃষ্টি হবে বলে মনে করেন তিনি। তাঁর মতে, যারা প্রযুক্তির সঙ্গে নিজেকে খাপ খাওয়াতে পারবেন, তাঁরাই টিকে থাকবেন। বিশেষজ্ঞরা বলছেন, এআই ব্যবহারে উৎপাদনশীলতা বাড়লেও বেকারত্বের ঝুঁকি তৈরি হচ্ছে। তাই দক্ষতা উন্নয়ন ও পুনঃপ্রশিক্ষণের ওপর জোর দেওয়া প্রয়োজন। কর্মী সুরক্ষায় নীতিমালা প্রণয়নেরও আহ্বান জানান তাঁরা। অনেক প্রতিষ্ঠান ইতোমধ্যে এআই প্রযুক্তি গ্রহণ করে খরচ কমানোর চেষ্টা করছে।: [1041, 106, 1387, 215]
page-number: ৭: [1334, 4, 1392, 52]
